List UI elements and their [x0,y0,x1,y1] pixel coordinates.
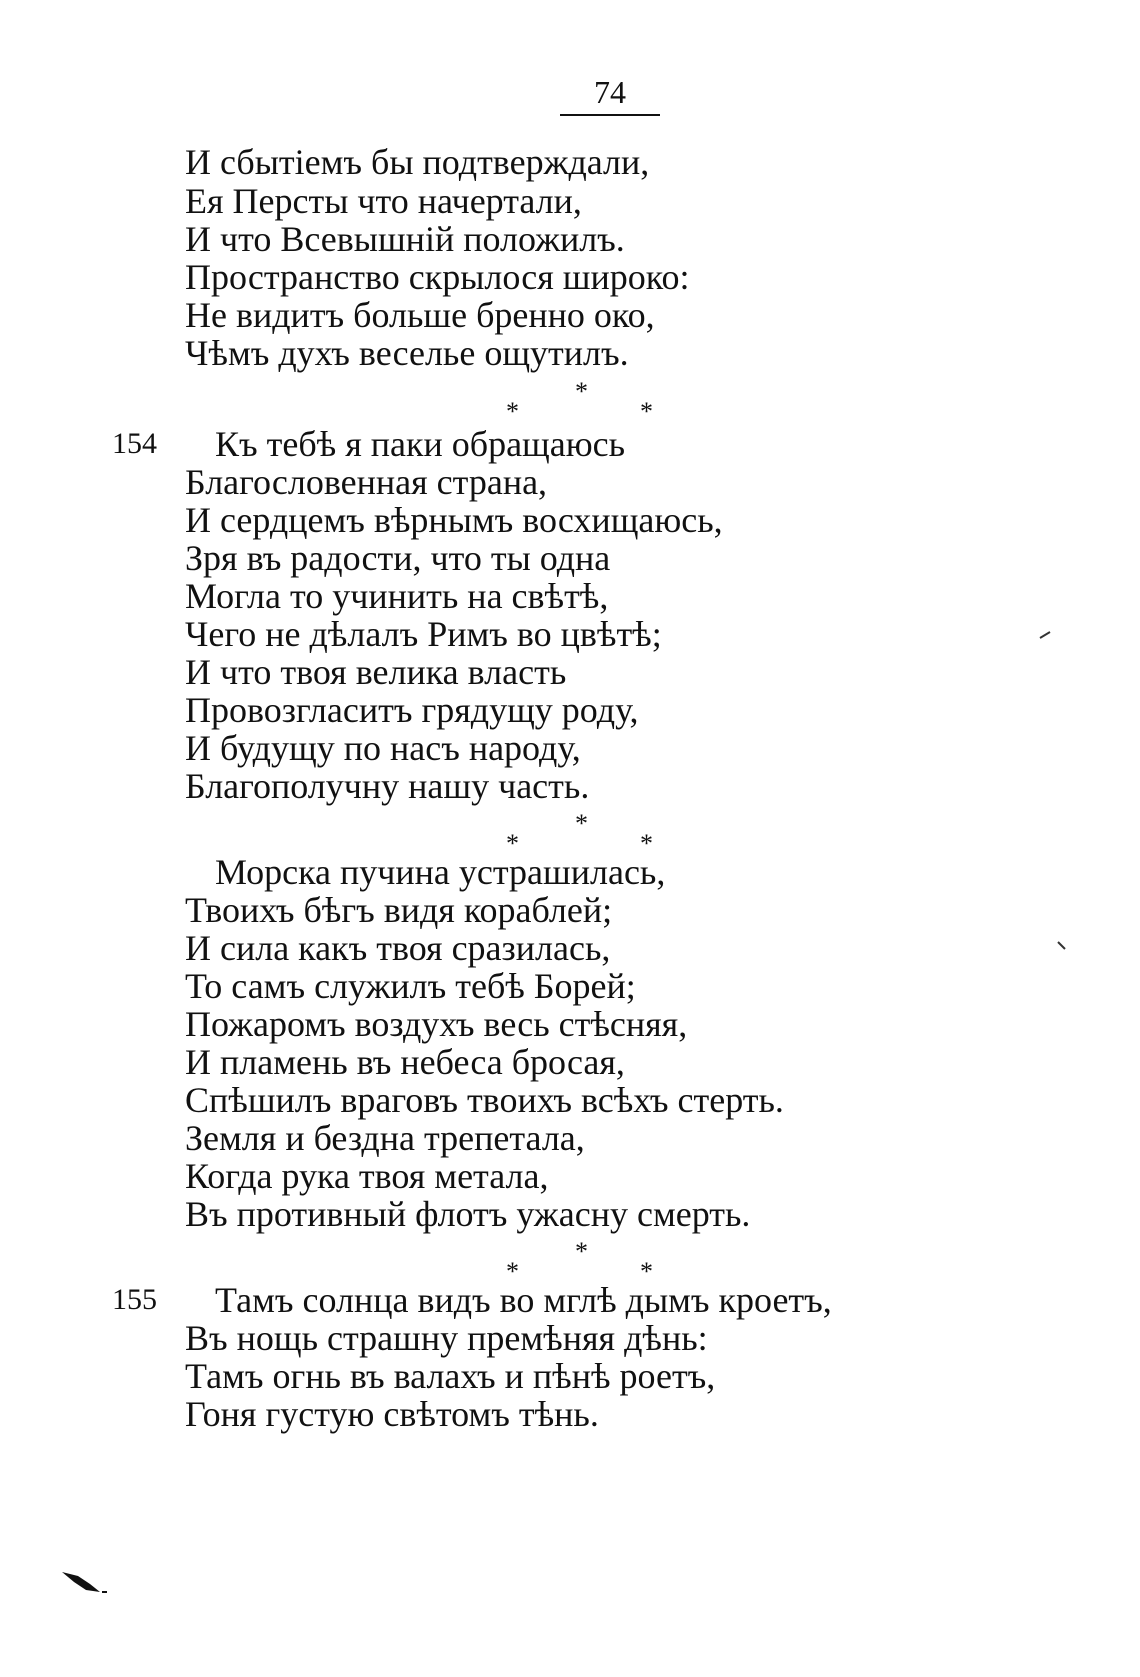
verse-line: Могла то учинить на свѣтѣ, [185,576,609,616]
page-number-rule [560,114,660,116]
verse-line: И сила какъ твоя сразилась, [185,928,611,968]
asterisk: * [640,829,653,858]
verse-line: Въ противный флотъ ужасну смерть. [185,1194,751,1234]
asterisk: * [575,809,588,838]
verse-line: Благословенная страна, [185,462,548,502]
asterisk: * [506,397,519,426]
verse-line: И пламень въ небеса бросая, [185,1042,625,1082]
verse-line: Ея Персты что начертали, [185,181,582,221]
asterisk: * [575,1237,588,1266]
asterisk: * [506,829,519,858]
page-number: 74 [594,74,626,110]
stanza-number: 155 [112,1283,157,1316]
verse-line: Благополучну нашу часть. [185,766,590,806]
verse-line: Пространство скрылося широко: [185,257,690,297]
asterisk: * [640,1257,653,1286]
verse-line: И что твоя велика власть [185,652,567,692]
verse-line: Спѣшилъ враговъ твоихъ всѣхъ стерть. [185,1080,784,1120]
verse-line: Зря въ радости, что ты одна [185,538,611,578]
stanza-number: 154 [112,427,157,460]
asterism-divider [480,377,653,430]
verse-line: И сбытіемъ бы подтверждали, [185,142,650,182]
verse-line: Тамъ солнца видъ во мглѣ дымъ кроетъ, [215,1280,832,1320]
ink-blot-mark [60,1568,110,1596]
verse-line: И сердцемъ вѣрнымъ восхищаюсь, [185,500,723,540]
verse-line: Не видитъ больше бренно око, [185,295,655,335]
verse-line: И что Всевышній положилъ. [185,219,625,259]
verse-line: Тамъ огнь въ валахъ и пѣнѣ роетъ, [185,1356,716,1396]
verse-line: Чѣмъ духъ веселье ощутилъ. [185,333,629,373]
verse-line: Провозгласитъ грядущу роду, [185,690,639,730]
asterisk: * [575,377,588,406]
verse-line: Чего не дѣлалъ Римъ во цвѣтѣ; [185,614,662,654]
verse-line: Твоихъ бѣгъ видя кораблей; [185,890,613,930]
verse-line: Пожаромъ воздухъ весь стѣсняя, [185,1004,688,1044]
verse-line: Къ тебѣ я паки обращаюсь [215,424,626,464]
verse-line: То самъ служилъ тебѣ Борей; [185,966,636,1006]
verse-line: И будущу по насъ народу, [185,728,581,768]
verse-line: Морска пучина устрашилась, [215,852,666,892]
verse-line: Когда рука твоя метала, [185,1156,549,1196]
asterisk: * [640,397,653,426]
asterisk: * [506,1257,519,1286]
ink-speck-mark [1056,940,1068,952]
verse-line: Земля и бездна трепетала, [185,1118,585,1158]
verse-line: Въ нощь страшну премѣняя дѣнь: [185,1318,708,1358]
verse-line: Гоня густую свѣтомъ тѣнь. [185,1394,599,1434]
ink-speck-mark [1038,630,1054,640]
